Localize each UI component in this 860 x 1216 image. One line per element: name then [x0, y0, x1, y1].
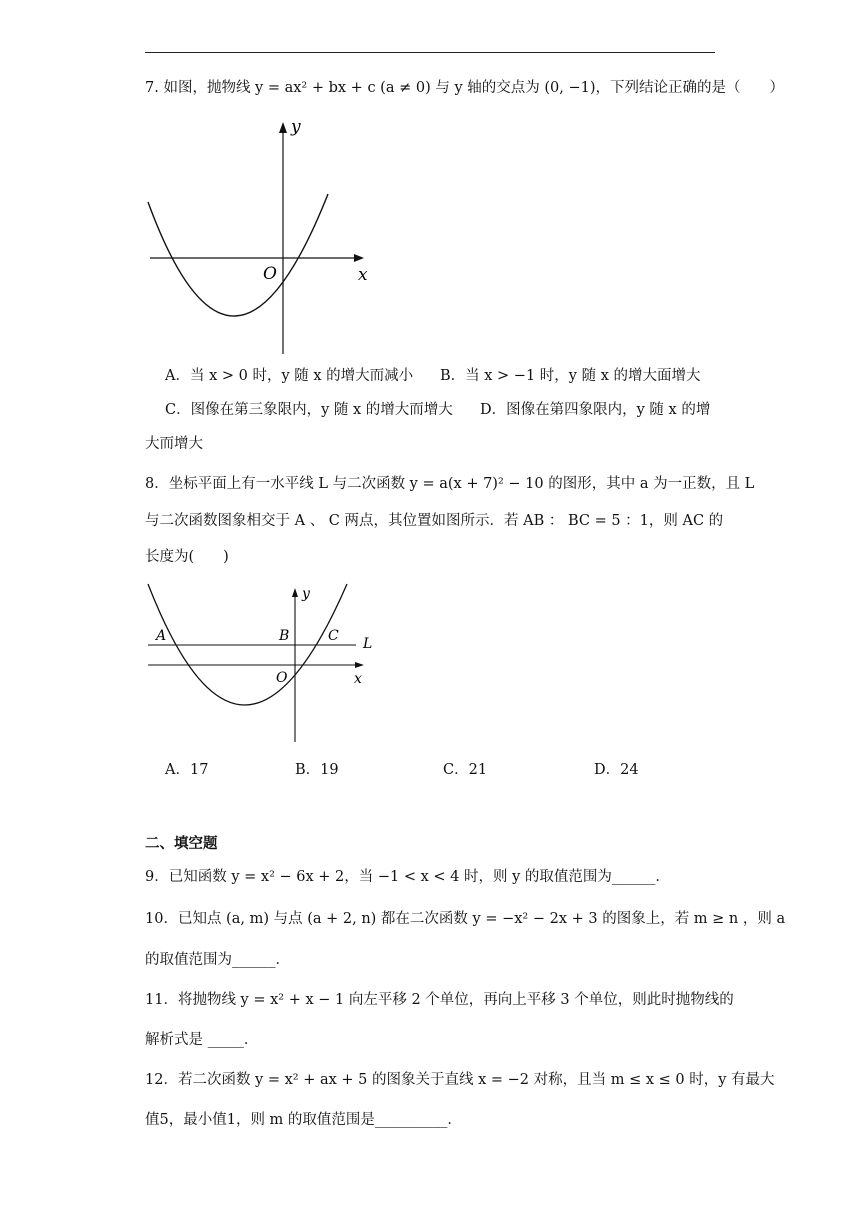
q8-option-c[interactable]: C．21 — [443, 762, 488, 778]
q10-line-2: 的取值范围为______． — [145, 952, 290, 968]
q8-y-arrow — [292, 588, 298, 597]
q7-option-a[interactable]: A．当 x > 0 时，y 随 x 的增大而减小 — [165, 368, 414, 384]
q8-y-label: y — [302, 586, 310, 602]
q12-line-2: 值5，最小值1，则 m 的取值范围是__________． — [145, 1112, 462, 1128]
q7-x-arrow — [354, 254, 364, 262]
q7-x-label: x — [358, 265, 368, 285]
q7-origin-label: O — [263, 264, 277, 284]
q8-origin-label: O — [276, 670, 288, 686]
q8-line-3: 长度为( ) — [145, 549, 229, 565]
q8-line-2: 与二次函数图象相交于 A 、 C 两点，其位置如图所示．若 AB ： BC = 5 ：1，则 AC 的 — [145, 513, 724, 529]
q7-option-b[interactable]: B．当 x > −1 时，y 随 x 的增大面增大 — [440, 368, 701, 384]
q8-label-c: C — [328, 628, 339, 644]
q11-line-2: 解析式是 _____． — [145, 1032, 259, 1048]
header-rule — [145, 52, 715, 53]
section-title: 二、填空题 — [145, 836, 218, 852]
q8-label-a: A — [156, 628, 167, 644]
q7-y-label: y — [291, 117, 301, 137]
q7-text: 7. 如图，抛物线 y = ax² + bx + c (a ≠ 0) 与 y 轴的交点为 (0, −1)，下列结论正确的是（ ） — [145, 80, 784, 96]
q8-graph — [140, 578, 380, 748]
q8-option-b[interactable]: B．19 — [295, 762, 339, 778]
q9-text: 9．已知函数 y = x² − 6x + 2，当 −1 < x < 4 时，则 y 的取值范围为______． — [145, 869, 670, 885]
q8-x-arrow — [355, 662, 364, 668]
q7-option-d-cont: 大而增大 — [145, 436, 203, 452]
q8-label-l: L — [363, 636, 373, 652]
q7-y-arrow — [279, 122, 287, 133]
q7-graph — [140, 112, 380, 357]
q8-line-1: 8．坐标平面上有一水平线 L 与二次函数 y = a(x + 7)² − 10 的图形，其中 a 为一正数，且 L — [145, 476, 755, 492]
q8-x-label: x — [354, 671, 362, 687]
q8-label-b: B — [279, 628, 290, 644]
q7-option-d[interactable]: D．图像在第四象限内，y 随 x 的增 — [480, 402, 711, 418]
q8-option-d[interactable]: D．24 — [594, 762, 639, 778]
q10-line-1: 10．已知点 (a, m) 与点 (a + 2, n) 都在二次函数 y = −x² − 2x + 3 的图象上，若 m ≥ n ，则 a — [145, 911, 786, 927]
q7-option-c[interactable]: C．图像在第三象限内，y 随 x 的增大而增大 — [165, 402, 453, 418]
q8-option-a[interactable]: A．17 — [165, 762, 209, 778]
q7-parabola — [148, 194, 328, 316]
q11-line-1: 11．将抛物线 y = x² + x − 1 向左平移 2 个单位，再向上平移 3 个单位，则此时抛物线的 — [145, 992, 734, 1008]
q12-line-1: 12．若二次函数 y = x² + ax + 5 的图象关于直线 x = −2 对称，且当 m ≤ x ≤ 0 时，y 有最大 — [145, 1072, 775, 1088]
